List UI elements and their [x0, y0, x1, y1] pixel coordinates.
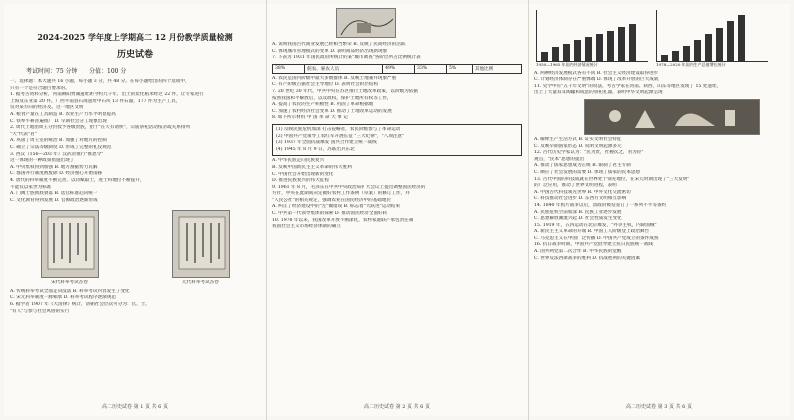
chart-bar	[727, 21, 734, 61]
cave-painting-image	[584, 99, 760, 135]
text-line: C. 加速了农村经济社会变革 D. 推动了土地改革运动的发展	[272, 108, 392, 114]
text-line: 只有一个是符合题目要求的。	[10, 85, 70, 91]
chart-caption: 1978—2020 年国内生产总值增长统计	[656, 62, 726, 67]
chart-bar	[574, 40, 581, 61]
text-line: C. 马克思主义在中国广泛传播 D. 中国共产党成立的条件成熟	[534, 235, 659, 241]
text-line: A. 中华民族走向民族复兴	[272, 158, 325, 164]
chart-row	[528, 4, 790, 69]
table-row	[273, 64, 522, 73]
chart-bar	[607, 31, 614, 61]
exam-title: 2024-2025 学年度上学期高二 12 月份教学质量检测	[37, 32, 233, 42]
text-line: B. 反映中国新民主主义革命的伟大胜利	[272, 164, 352, 170]
text-line: 这一体现的一种政策措施出现了	[10, 158, 75, 164]
text-line: 观点，"民本"思想的提出	[534, 156, 585, 162]
text-line: 4. 唐代的科举制度不断完善，以诗赋取士，进士科地位不断提升，	[10, 177, 145, 183]
text-line: A. 提高了农民的生产积极性 B. 巩固了革命根据地	[272, 102, 374, 108]
chart-right-wrap	[656, 10, 768, 69]
text-line: 不能仅以家世为标准	[10, 184, 52, 190]
text-line: C. 顺应了社会发展的需要 D. 体现了儒家的民本思想	[534, 169, 641, 175]
chart-bar	[661, 55, 668, 61]
table-cell: 其他比例	[472, 64, 521, 73]
text-line: "大"代表"君"	[10, 131, 37, 137]
table-cell: 5%	[447, 64, 473, 73]
text-line: C. 铁犁牛耕普遍推广 D. 早期社会分工现象出现	[10, 118, 107, 124]
table-cell: 38%	[273, 64, 305, 73]
text-line: C. 思想解放潮流兴起 D. 社会性质发生变化	[534, 216, 622, 222]
text-line: C. 确立了宗法等级制度 D. 形成了完整的礼仪规范	[10, 144, 112, 150]
exam-paper-image-song	[41, 210, 99, 278]
exam-page-1	[4, 4, 266, 416]
text-line: 13. 古代中国的科技成就在世界处于领先地位，在宋元时期出现了"三大发明"	[534, 176, 690, 182]
question-block-4	[528, 69, 790, 97]
text-line: "有人"与参与社会风俗的实行	[10, 308, 70, 314]
text-line: C. 郡国并行制度被废除 D. 经济重心开始南移	[10, 171, 103, 177]
text-line: A. 中国古代科技领先世界 B. 中外文化交流密切	[534, 189, 631, 195]
chart-bar	[541, 52, 548, 61]
chart-bar	[629, 24, 636, 61]
chart-bar	[716, 28, 723, 61]
text-line: A. 推动了儒家思想成为正统 B. 限制了君主专制	[534, 163, 631, 169]
text-line: A. 解释生产生活方式 B. 证实文明社会特征	[534, 136, 622, 142]
historical-illustration	[336, 8, 396, 38]
text-line: 仅对某方向的经济及。这一地区文明	[10, 105, 84, 111]
text-line: 8. 如下所示材料 中 国 革 命 大 事 记	[272, 115, 348, 121]
text-line: A. 中央集权得到加强 B. 地方割据势力瓦解	[10, 164, 98, 170]
figure-caption: 元代科举考试答卷	[182, 280, 219, 286]
text-line: C. 中共第一代领导集体的探索 D. 推动国民经济全面好转	[272, 211, 388, 217]
text-line: 方针，中央在此期间决定做好农村工作条例（草案）的修订工作，并	[272, 191, 410, 197]
text-line: C. 科技推动社会进步 D. 东西方文明相互影响	[534, 196, 627, 202]
table-cell: 33%	[415, 64, 447, 73]
text-line: C. 世界反法西斯战争的胜利 D. 抗战胜利的关键因素	[534, 255, 641, 261]
chart-bar	[683, 46, 690, 61]
text-line: (4) 1945 年 8 月 9 日，苏联出兵东北	[276, 146, 355, 152]
text-line: 3. 西汉（156—203 年）汉武帝推行"推恩令"	[10, 151, 104, 157]
chart-bar	[596, 34, 603, 62]
question-block-1	[4, 79, 266, 204]
text-line: 1. 据考古资料分析，河南舞阳贾湖遗址距今约九千年，出土的炭化稻米经过 22 件，让专家进行	[10, 92, 204, 98]
text-line: (2) 中国共产党领导工农红军开展长征 "三大纪律"，"八项注意"	[276, 133, 405, 139]
chart-bar	[563, 44, 570, 62]
text-line: A. 农民是国内阶级中最大多数群体 B. 反映土地兼并现象严重	[272, 75, 397, 81]
text-line: C. 有产阶级占据社会主导地位 D. 表明社会阶层结构	[272, 82, 379, 88]
chart-bar	[738, 15, 745, 61]
text-line: A. 国共两党第二次合作 B. 中华民族的觉醒	[534, 249, 622, 255]
chart-caption: 1950—1965 年国内经济情况统计	[536, 62, 598, 67]
figure-row	[4, 210, 266, 278]
exam-score: 分值：100 分	[89, 68, 127, 75]
text-line: 一、选择题：本大题共 16 小题，每小题 3 分，共 48 分。在每小题给出的四个选项中，	[10, 79, 190, 84]
text-line: C. 宋元科举制度一脉相承 D. 科举考试程序逐渐规范	[10, 295, 117, 301]
text-line: C. 反映早期国家形态 D. 说明文明起源多元	[534, 143, 622, 149]
text-line: 2. 周代土地由周王分封授予各级贵族，由于"在天有诸侯"，宗庙祭祀活动按亲疏关系排列	[10, 125, 191, 131]
text-line: 14. 1840 年鸦片战争以后，清政府被迫签订了一系列不平等条约	[534, 202, 667, 208]
text-line: 6. 据学者 1907 年《大清律》统计，清朝社会层次可分为：官、士、	[10, 302, 150, 308]
text-line: (1) 反映民族危机加深 打击侵略者，农民阶级参与了革命运动	[276, 126, 401, 132]
page-footer: 高二历史试卷 第 3 页 共 6 页	[626, 404, 692, 410]
material-box	[272, 124, 522, 156]
text-line: A. 民族危机空前加深 B. 民族工业逐步发展	[534, 209, 622, 215]
bar-chart-left	[536, 10, 648, 62]
exam-meta	[26, 66, 266, 75]
chart-bar	[552, 47, 559, 61]
text-line: A. 说明我国古代商业发展已经相当繁荣 B. 反映了民间经济的活跃	[272, 42, 406, 47]
text-line: A. 粮食产量在工具制造 B. 农业生产力水平明显提高	[10, 111, 116, 117]
chart-bar	[585, 37, 592, 61]
exam-page-2	[266, 4, 528, 416]
page-footer: 高二历史试卷 第 1 页 共 6 页	[102, 404, 168, 410]
exam-paper-image-yuan	[172, 210, 230, 278]
text-line: A. 两种经济发展模式各有不同 B. 社会主义经济建设取得进步	[534, 70, 659, 76]
text-line: A. 传统科举考试全面走向没落 B. 科举考试内容发生了变化	[10, 288, 130, 294]
text-line: A. 新民主主义革命的开端 B. 中国工人阶级登上政治舞台	[534, 229, 650, 235]
table-cell: 49%	[383, 64, 415, 73]
text-line: 7. 20 世纪 30 年代，中共中央在苏区推行土地改革政策，以阶级为依据	[272, 88, 418, 94]
chart-bar	[705, 34, 712, 62]
question-block-3	[266, 4, 528, 231]
page-divider	[266, 0, 267, 420]
text-line: 的广泛应用，推动了世界文明进程，表明	[534, 183, 617, 189]
text-line: 我国社会主义市场经济体制的确立	[272, 224, 341, 230]
chart-left-wrap	[536, 10, 648, 69]
text-line: 7. 下表为 1931 年国民政府所统计的某"城市调查"各阶层所占比例统计表	[272, 55, 421, 61]
text-line: 10. 1978 年以来，我国改革开放不断深化，农村家庭联产承包责任制	[272, 217, 414, 223]
table-cell: 佃农、雇农人员	[304, 64, 382, 73]
figure-caption: 宋代科举考试答卷	[51, 280, 88, 286]
text-line: A. 纠正了经济建设中的"左"倾错误 B. 标志着"大跃进"运动结束	[272, 204, 401, 210]
question-block-5	[528, 137, 790, 262]
text-line: 16. 抗日战争时期，中国共产党倡导建立抗日民族统一战线	[534, 242, 654, 248]
statistics-table	[272, 64, 522, 74]
figure-captions	[4, 280, 266, 287]
chart-bar	[694, 40, 701, 61]
question-block-2	[4, 287, 266, 315]
page-divider	[528, 0, 529, 420]
exam-page-3	[528, 4, 790, 416]
text-line: (3) 1937 年全面抗战爆发 国共合作建立统一战线	[276, 140, 377, 146]
text-line: A. 门阀士族彻底衰落 B. 选官标准趋向统一	[10, 191, 98, 197]
text-line: 11. 史学中有"五千年文明"的说法，考古学家在河南、陕西、山东等地区发现了 15 处遗址，	[534, 83, 722, 89]
text-line: "人民公社"的相关规定，强调农业在国民经济中的基础地位	[272, 197, 392, 203]
chart-bar	[618, 27, 625, 61]
bar-chart-right	[656, 10, 768, 62]
text-line: 15. 1919 年，五四运动在北京爆发，"外争主权，内除国贼"	[534, 222, 657, 228]
text-line: A. 巩固了周王室的统治 B. 加强了对地方的控制	[10, 138, 107, 144]
text-line: 按照我国和平解放后，以及政权，保护土地所有权等工作，	[272, 95, 392, 101]
text-line: C. 计划经济体制存在严重弊端 D. 体现了改革开放的巨大成就	[534, 77, 659, 83]
page-footer: 高二历史试卷 第 2 页 共 6 页	[364, 404, 430, 410]
text-line: 12. 古代历史学家认为："民为贵，社稷次之，君为轻"	[534, 150, 644, 156]
text-line: D. 推进民族复兴的伟大征程	[272, 178, 329, 184]
exam-time: 考试时间：75 分钟	[26, 68, 78, 75]
chart-bar	[672, 51, 679, 61]
text-line: C. 中国社会开始出现新的变化	[272, 171, 334, 177]
text-line: C. 体现城市管理模式的变革 D. 表明商品经济出现新现象	[272, 48, 388, 54]
text-line: 出土了大量双耳陶罐和成套的祭祀礼器，表明中华文明起源呈现	[534, 90, 663, 96]
text-line: 上海及东亚第 20 件。广西平南县石岗遗址中石块 13 件石器，177 件为生产工具，	[10, 98, 181, 104]
text-line: C. 文化教育得到发展 D. 官僚政治逐渐形成	[10, 197, 98, 203]
text-line: 9. 1961 年 8 月，毛泽东在中共中央政治局扩大会议上提出调整国民经济的	[272, 184, 426, 190]
exam-subject: 历史试卷	[116, 50, 153, 60]
